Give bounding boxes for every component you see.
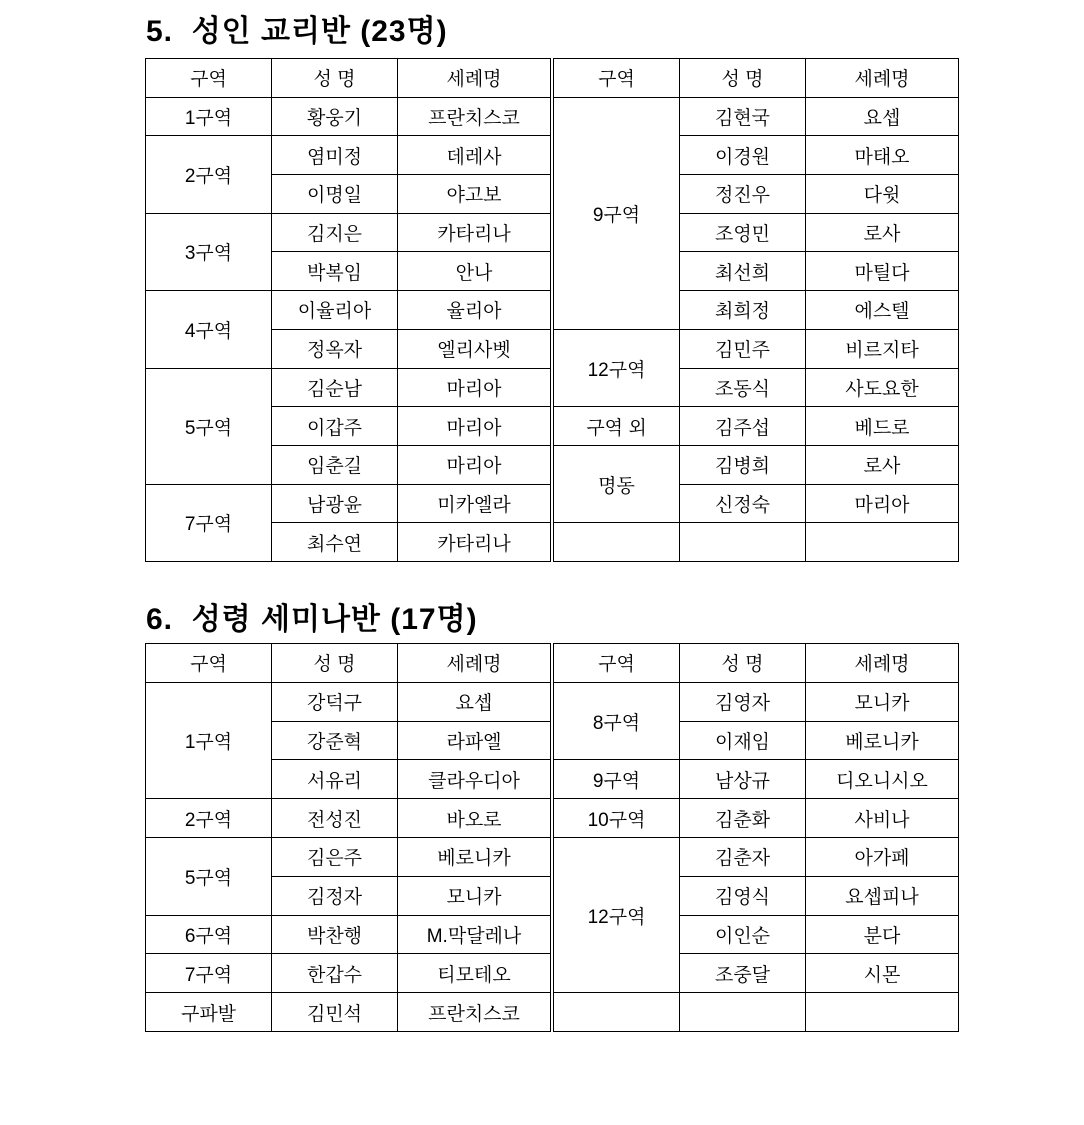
- name-cell: 남상규: [680, 760, 806, 799]
- name-cell: [680, 523, 806, 562]
- baptismal-cell: 프란치스코: [398, 993, 551, 1032]
- baptismal-cell: 티모테오: [398, 954, 551, 993]
- name-cell: 조동식: [680, 368, 806, 407]
- name-cell: 김주섭: [680, 407, 806, 446]
- name-cell: 최선희: [680, 252, 806, 291]
- baptismal-cell: 모니카: [806, 682, 959, 721]
- zone-cell: 5구역: [146, 368, 272, 484]
- table-row: [554, 760, 959, 799]
- baptismal-cell: 베로니카: [806, 721, 959, 760]
- baptismal-cell: 미카엘라: [398, 484, 551, 523]
- table-row: [554, 837, 959, 876]
- name-cell: 김민주: [680, 329, 806, 368]
- name-cell: 한갑수: [272, 954, 398, 993]
- name-cell: 김정자: [272, 876, 398, 915]
- zone-cell: 6구역: [146, 915, 272, 954]
- name-cell: 이경원: [680, 136, 806, 175]
- header-row: [554, 644, 959, 683]
- table-row: [554, 682, 959, 721]
- table-row: [146, 682, 551, 721]
- table-row: [554, 799, 959, 838]
- table-row: [554, 523, 959, 562]
- table-row: [146, 837, 551, 876]
- baptismal-cell: 카타리나: [398, 523, 551, 562]
- table-row: [146, 97, 551, 136]
- zone-cell: 7구역: [146, 484, 272, 561]
- zone-cell: 2구역: [146, 136, 272, 213]
- table-row: [146, 368, 551, 407]
- name-cell: 최수연: [272, 523, 398, 562]
- table-row: [554, 407, 959, 446]
- zone-cell: 2구역: [146, 799, 272, 838]
- baptismal-cell: 데레사: [398, 136, 551, 175]
- zone-cell: 명동: [554, 445, 680, 522]
- baptismal-cell: 엘리사벳: [398, 329, 551, 368]
- baptismal-cell: 마태오: [806, 136, 959, 175]
- table-row: [554, 329, 959, 368]
- baptismal-cell: M.막달레나: [398, 915, 551, 954]
- table-row: [146, 291, 551, 330]
- name-cell: 전성진: [272, 799, 398, 838]
- baptismal-cell: 베로니카: [398, 837, 551, 876]
- zone-cell: 구파발: [146, 993, 272, 1032]
- zone-cell: 1구역: [146, 97, 272, 136]
- baptismal-cell: 마리아: [398, 407, 551, 446]
- header-zone: 구역: [554, 644, 680, 683]
- zone-cell: 1구역: [146, 682, 272, 798]
- header-name: 성 명: [680, 59, 806, 98]
- baptismal-cell: 로사: [806, 445, 959, 484]
- name-cell: 이재임: [680, 721, 806, 760]
- zone-cell: 10구역: [554, 799, 680, 838]
- baptismal-cell: 로사: [806, 213, 959, 252]
- zone-cell: 12구역: [554, 837, 680, 992]
- name-cell: 이명일: [272, 175, 398, 214]
- name-cell: 강덕구: [272, 682, 398, 721]
- zone-cell: 5구역: [146, 837, 272, 915]
- baptismal-cell: 디오니시오: [806, 760, 959, 799]
- name-cell: 서유리: [272, 760, 398, 799]
- name-cell: 김춘자: [680, 837, 806, 876]
- table-row: [554, 445, 959, 484]
- section-6-title: 6. 성령 세미나반 (17명): [146, 603, 478, 636]
- header-name: 성 명: [272, 59, 398, 98]
- name-cell: 김영자: [680, 682, 806, 721]
- table-row: [146, 993, 551, 1032]
- baptismal-cell: 라파엘: [398, 721, 551, 760]
- name-cell: 염미정: [272, 136, 398, 175]
- baptismal-cell: 클라우디아: [398, 760, 551, 799]
- baptismal-cell: 율리아: [398, 291, 551, 330]
- baptismal-cell: [806, 523, 959, 562]
- header-baptismal-name: 세례명: [806, 644, 959, 683]
- zone-cell: 구역 외: [554, 407, 680, 446]
- name-cell: 조중달: [680, 954, 806, 993]
- name-cell: 이갑주: [272, 407, 398, 446]
- section-6-tables: [145, 643, 959, 1032]
- zone-cell: 3구역: [146, 213, 272, 290]
- zone-cell: 9구역: [554, 760, 680, 799]
- section-5-tables: [145, 58, 959, 562]
- name-cell: 이인순: [680, 915, 806, 954]
- baptismal-cell: 베드로: [806, 407, 959, 446]
- header-baptismal-name: 세례명: [398, 59, 551, 98]
- name-cell: 정옥자: [272, 329, 398, 368]
- baptismal-cell: 사도요한: [806, 368, 959, 407]
- name-cell: 김지은: [272, 213, 398, 252]
- baptismal-cell: 프란치스코: [398, 97, 551, 136]
- baptismal-cell: 비르지타: [806, 329, 959, 368]
- name-cell: 정진우: [680, 175, 806, 214]
- table-row: [146, 954, 551, 993]
- zone-cell: [554, 993, 680, 1032]
- table-row: [554, 97, 959, 136]
- name-cell: 남광윤: [272, 484, 398, 523]
- baptismal-cell: 야고보: [398, 175, 551, 214]
- zone-cell: 8구역: [554, 682, 680, 760]
- name-cell: 이율리아: [272, 291, 398, 330]
- name-cell: 조영민: [680, 213, 806, 252]
- baptismal-cell: 다윗: [806, 175, 959, 214]
- adult-class-table-left: [145, 58, 551, 562]
- name-cell: 김영식: [680, 876, 806, 915]
- table-row: [146, 213, 551, 252]
- baptismal-cell: 모니카: [398, 876, 551, 915]
- name-cell: 김현국: [680, 97, 806, 136]
- zone-cell: 12구역: [554, 329, 680, 406]
- baptismal-cell: 요셉: [806, 97, 959, 136]
- table-row: [554, 993, 959, 1032]
- baptismal-cell: 분다: [806, 915, 959, 954]
- baptismal-cell: 마틸다: [806, 252, 959, 291]
- header-zone: 구역: [146, 644, 272, 683]
- name-cell: [680, 993, 806, 1032]
- header-row: [146, 644, 551, 683]
- zone-cell: 9구역: [554, 97, 680, 329]
- name-cell: 신정숙: [680, 484, 806, 523]
- header-baptismal-name: 세례명: [398, 644, 551, 683]
- name-cell: 김춘화: [680, 799, 806, 838]
- baptismal-cell: 아가페: [806, 837, 959, 876]
- baptismal-cell: 마리아: [806, 484, 959, 523]
- name-cell: 김은주: [272, 837, 398, 876]
- table-row: [146, 136, 551, 175]
- seminar-class-table-right: [553, 643, 959, 1032]
- table-row: [146, 915, 551, 954]
- header-row: [146, 59, 551, 98]
- header-zone: 구역: [554, 59, 680, 98]
- seminar-class-table-left: [145, 643, 551, 1032]
- header-name: 성 명: [272, 644, 398, 683]
- zone-cell: 7구역: [146, 954, 272, 993]
- baptismal-cell: 요셉피나: [806, 876, 959, 915]
- name-cell: 황웅기: [272, 97, 398, 136]
- name-cell: 김민석: [272, 993, 398, 1032]
- name-cell: 김순남: [272, 368, 398, 407]
- baptismal-cell: 시몬: [806, 954, 959, 993]
- header-zone: 구역: [146, 59, 272, 98]
- header-baptismal-name: 세례명: [806, 59, 959, 98]
- header-row: [554, 59, 959, 98]
- baptismal-cell: 에스텔: [806, 291, 959, 330]
- name-cell: 임춘길: [272, 445, 398, 484]
- zone-cell: [554, 523, 680, 562]
- baptismal-cell: 요셉: [398, 682, 551, 721]
- baptismal-cell: 안나: [398, 252, 551, 291]
- zone-cell: 4구역: [146, 291, 272, 368]
- section-5-title: 5. 성인 교리반 (23명): [146, 15, 448, 48]
- name-cell: 김병희: [680, 445, 806, 484]
- baptismal-cell: 바오로: [398, 799, 551, 838]
- baptismal-cell: 카타리나: [398, 213, 551, 252]
- table-row: [146, 799, 551, 838]
- name-cell: 최희정: [680, 291, 806, 330]
- adult-class-table-right: [553, 58, 959, 562]
- baptismal-cell: 마리아: [398, 445, 551, 484]
- header-name: 성 명: [680, 644, 806, 683]
- baptismal-cell: 사비나: [806, 799, 959, 838]
- name-cell: 박복임: [272, 252, 398, 291]
- baptismal-cell: [806, 993, 959, 1032]
- baptismal-cell: 마리아: [398, 368, 551, 407]
- name-cell: 박찬행: [272, 915, 398, 954]
- name-cell: 강준혁: [272, 721, 398, 760]
- table-row: [146, 484, 551, 523]
